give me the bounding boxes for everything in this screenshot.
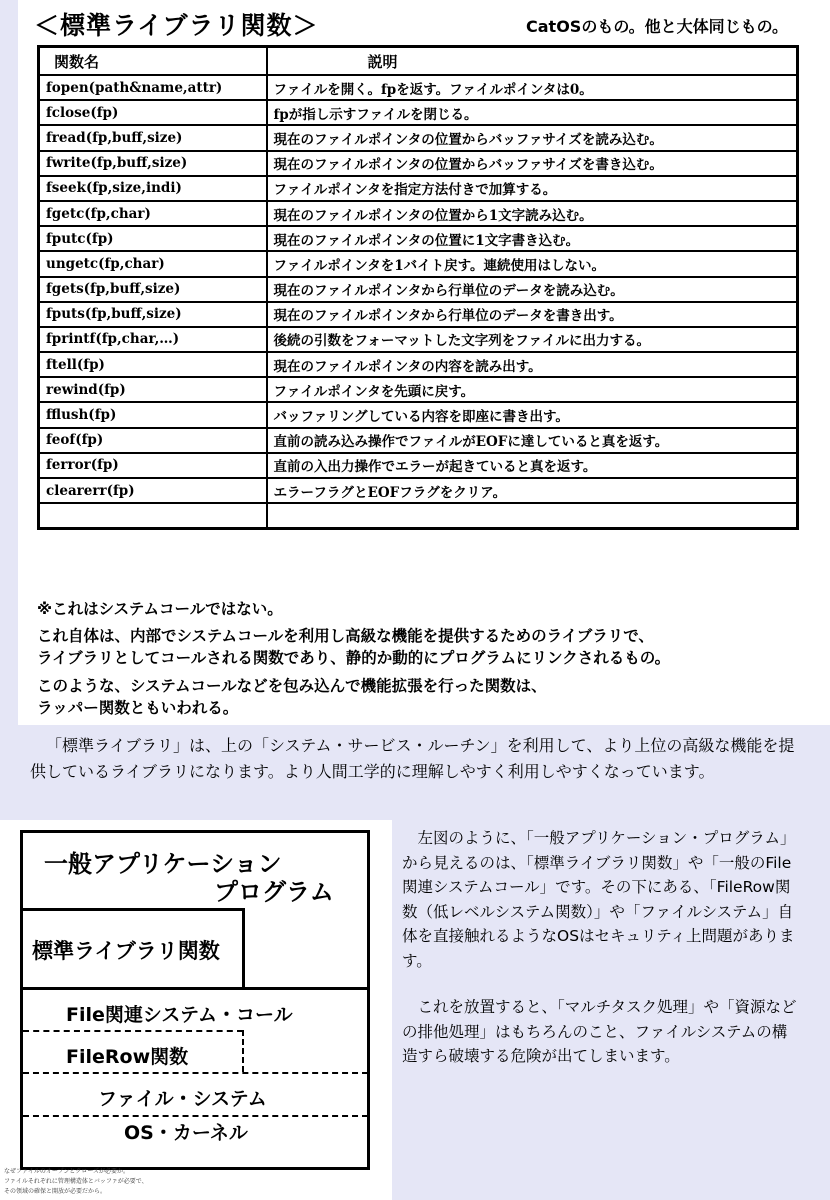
app-label-line1: 一般アプリケーション: [44, 850, 282, 878]
table-row: [39, 428, 798, 453]
app-label-line2: プログラム: [214, 878, 334, 906]
column-header-function-name: 関数名: [39, 47, 267, 76]
description-cell: 直前の読み込み操作でファイルがEOFに達していると真を返す。: [267, 428, 798, 453]
function-name-cell: ftell(fp): [39, 352, 267, 377]
function-table: [37, 45, 799, 530]
section-title: ＜標準ライブラリ関数＞: [34, 11, 319, 40]
os-kernel-label: OS・カーネル: [124, 1122, 248, 1144]
table-row: [39, 125, 798, 150]
filerow-label: FileRow関数: [66, 1046, 189, 1068]
function-name-cell: [39, 503, 267, 529]
description-cell: fpが指し示すファイルを閉じる。: [267, 100, 798, 125]
stdlib-label: 標準ライブラリ関数: [32, 939, 220, 963]
table-row: [39, 75, 798, 100]
function-name-cell: clearerr(fp): [39, 478, 267, 503]
filerow-top-dashed: [23, 1030, 243, 1032]
function-name-cell: fclose(fp): [39, 100, 267, 125]
filesystem-label: ファイル・システム: [98, 1088, 267, 1110]
explanation-paragraph-1: 左図のように、「一般アプリケーション・プログラム」から見えるのは、「標準ライブラリ関数」や「一般のFile関連システムコール」です。その下にある、「FileRow関数（低レベルシステム関数）」や「ファイルシステム」自体を直接触れるようなOSはセキュリティ上問題があります。: [402, 829, 796, 970]
description-cell: バッファリングしている内容を即座に書き出す。: [267, 402, 798, 427]
function-name-cell: fwrite(fp,buff,size): [39, 151, 267, 176]
table-body: [39, 75, 798, 529]
function-name-cell: rewind(fp): [39, 377, 267, 402]
description-cell: [267, 503, 798, 529]
function-name-cell: fflush(fp): [39, 402, 267, 427]
table-row: [39, 100, 798, 125]
description-cell: ファイルを開く。fpを返す。ファイルポインタは0。: [267, 75, 798, 100]
tiny-note-line2: ファイルそれぞれに管理構造体とバッファが必要で、: [4, 1178, 148, 1185]
note-line-1: これ自体は、内部でシステムコールを利用し高級な機能を提供するためのライブラリで、: [37, 627, 654, 645]
function-name-cell: fprintf(fp,char,…): [39, 327, 267, 352]
function-name-cell: ungetc(fp,char): [39, 251, 267, 276]
filerow-right-dashed: [242, 1030, 244, 1072]
note-line-2: ライブラリとしてコールされる関数であり、静的か動的にプログラムにリンクされるもの。: [37, 649, 671, 667]
layer-diagram: [0, 820, 392, 1200]
table-row: [39, 503, 798, 529]
filesystem-dashed: [23, 1072, 368, 1074]
table-row: [39, 251, 798, 276]
diagram-explanation: [402, 826, 802, 1069]
table-row: [39, 302, 798, 327]
note-line-3: このような、システムコールなどを包み込んで機能拡張を行った関数は、: [37, 677, 547, 695]
function-name-cell: ferror(fp): [39, 453, 267, 478]
tiny-note-line3: その領域の確保と開放が必要だから。: [4, 1188, 107, 1195]
table-row: [39, 201, 798, 226]
description-cell: 現在のファイルポインタから行単位のデータを読み込む。: [267, 277, 798, 302]
table-row: [39, 402, 798, 427]
function-name-cell: fputc(fp): [39, 226, 267, 251]
function-name-cell: fread(fp,buff,size): [39, 125, 267, 150]
description-cell: 現在のファイルポインタの内容を読み出す。: [267, 352, 798, 377]
table-row: [39, 176, 798, 201]
table-row: [39, 277, 798, 302]
table-row: [39, 453, 798, 478]
kernel-dashed: [23, 1115, 368, 1117]
function-name-cell: fgetc(fp,char): [39, 201, 267, 226]
description-cell: 現在のファイルポインタから行単位のデータを書き出す。: [267, 302, 798, 327]
table-row: [39, 327, 798, 352]
column-header-description: 説明: [267, 47, 798, 76]
description-cell: ファイルポインタを指定方法付きで加算する。: [267, 176, 798, 201]
syscall-divider: [20, 987, 370, 990]
description-cell: 現在のファイルポインタの位置から1文字読み込む。: [267, 201, 798, 226]
description-cell: 現在のファイルポインタの位置からバッファサイズを書き込む。: [267, 151, 798, 176]
table-row: [39, 352, 798, 377]
description-cell: 現在のファイルポインタの位置からバッファサイズを読み込む。: [267, 125, 798, 150]
note-line-4: ラッパー関数ともいわれる。: [37, 699, 239, 717]
tiny-note-line1: なぜファイルのオープンとクローズが必要か。: [4, 1168, 130, 1175]
function-name-cell: fgets(fp,buff,size): [39, 277, 267, 302]
function-name-cell: feof(fp): [39, 428, 267, 453]
function-name-cell: fopen(path&name,attr): [39, 75, 267, 100]
description-cell: 後続の引数をフォーマットした文字列をファイルに出力する。: [267, 327, 798, 352]
function-name-cell: fputs(fp,buff,size): [39, 302, 267, 327]
intro-paragraph: 「標準ライブラリ」は、上の「システム・サービス・ルーチン」を利用して、より上位の高級な機能を提供しているライブラリになります。より人間工学的に理解しやすく利用しやすくなっています。: [30, 736, 795, 781]
description-cell: ファイルポインタを先頭に戻す。: [267, 377, 798, 402]
table-row: [39, 478, 798, 503]
explanation-paragraph-2: これを放置すると、「マルチタスク処理」や「資源などの排他処理」はもちろんのこと、ファイルシステムの構造すら破壊する危険が出てしまいます。: [402, 998, 797, 1065]
file-syscall-label: File関連システム・コール: [66, 1004, 293, 1026]
note-heading: ※これはシステムコールではない。: [37, 600, 283, 618]
description-cell: エラーフラグとEOFフラグをクリア。: [267, 478, 798, 503]
description-cell: 直前の入出力操作でエラーが起きていると真を返す。: [267, 453, 798, 478]
header-note: CatOSのもの。他と大体同じもの。: [526, 17, 789, 36]
description-cell: ファイルポインタを1バイト戻す。連続使用はしない。: [267, 251, 798, 276]
description-cell: 現在のファイルポインタの位置に1文字書き込む。: [267, 226, 798, 251]
table-header-row: [39, 47, 798, 76]
table-row: [39, 151, 798, 176]
function-name-cell: fseek(fp,size,indi): [39, 176, 267, 201]
table-row: [39, 226, 798, 251]
table-row: [39, 377, 798, 402]
